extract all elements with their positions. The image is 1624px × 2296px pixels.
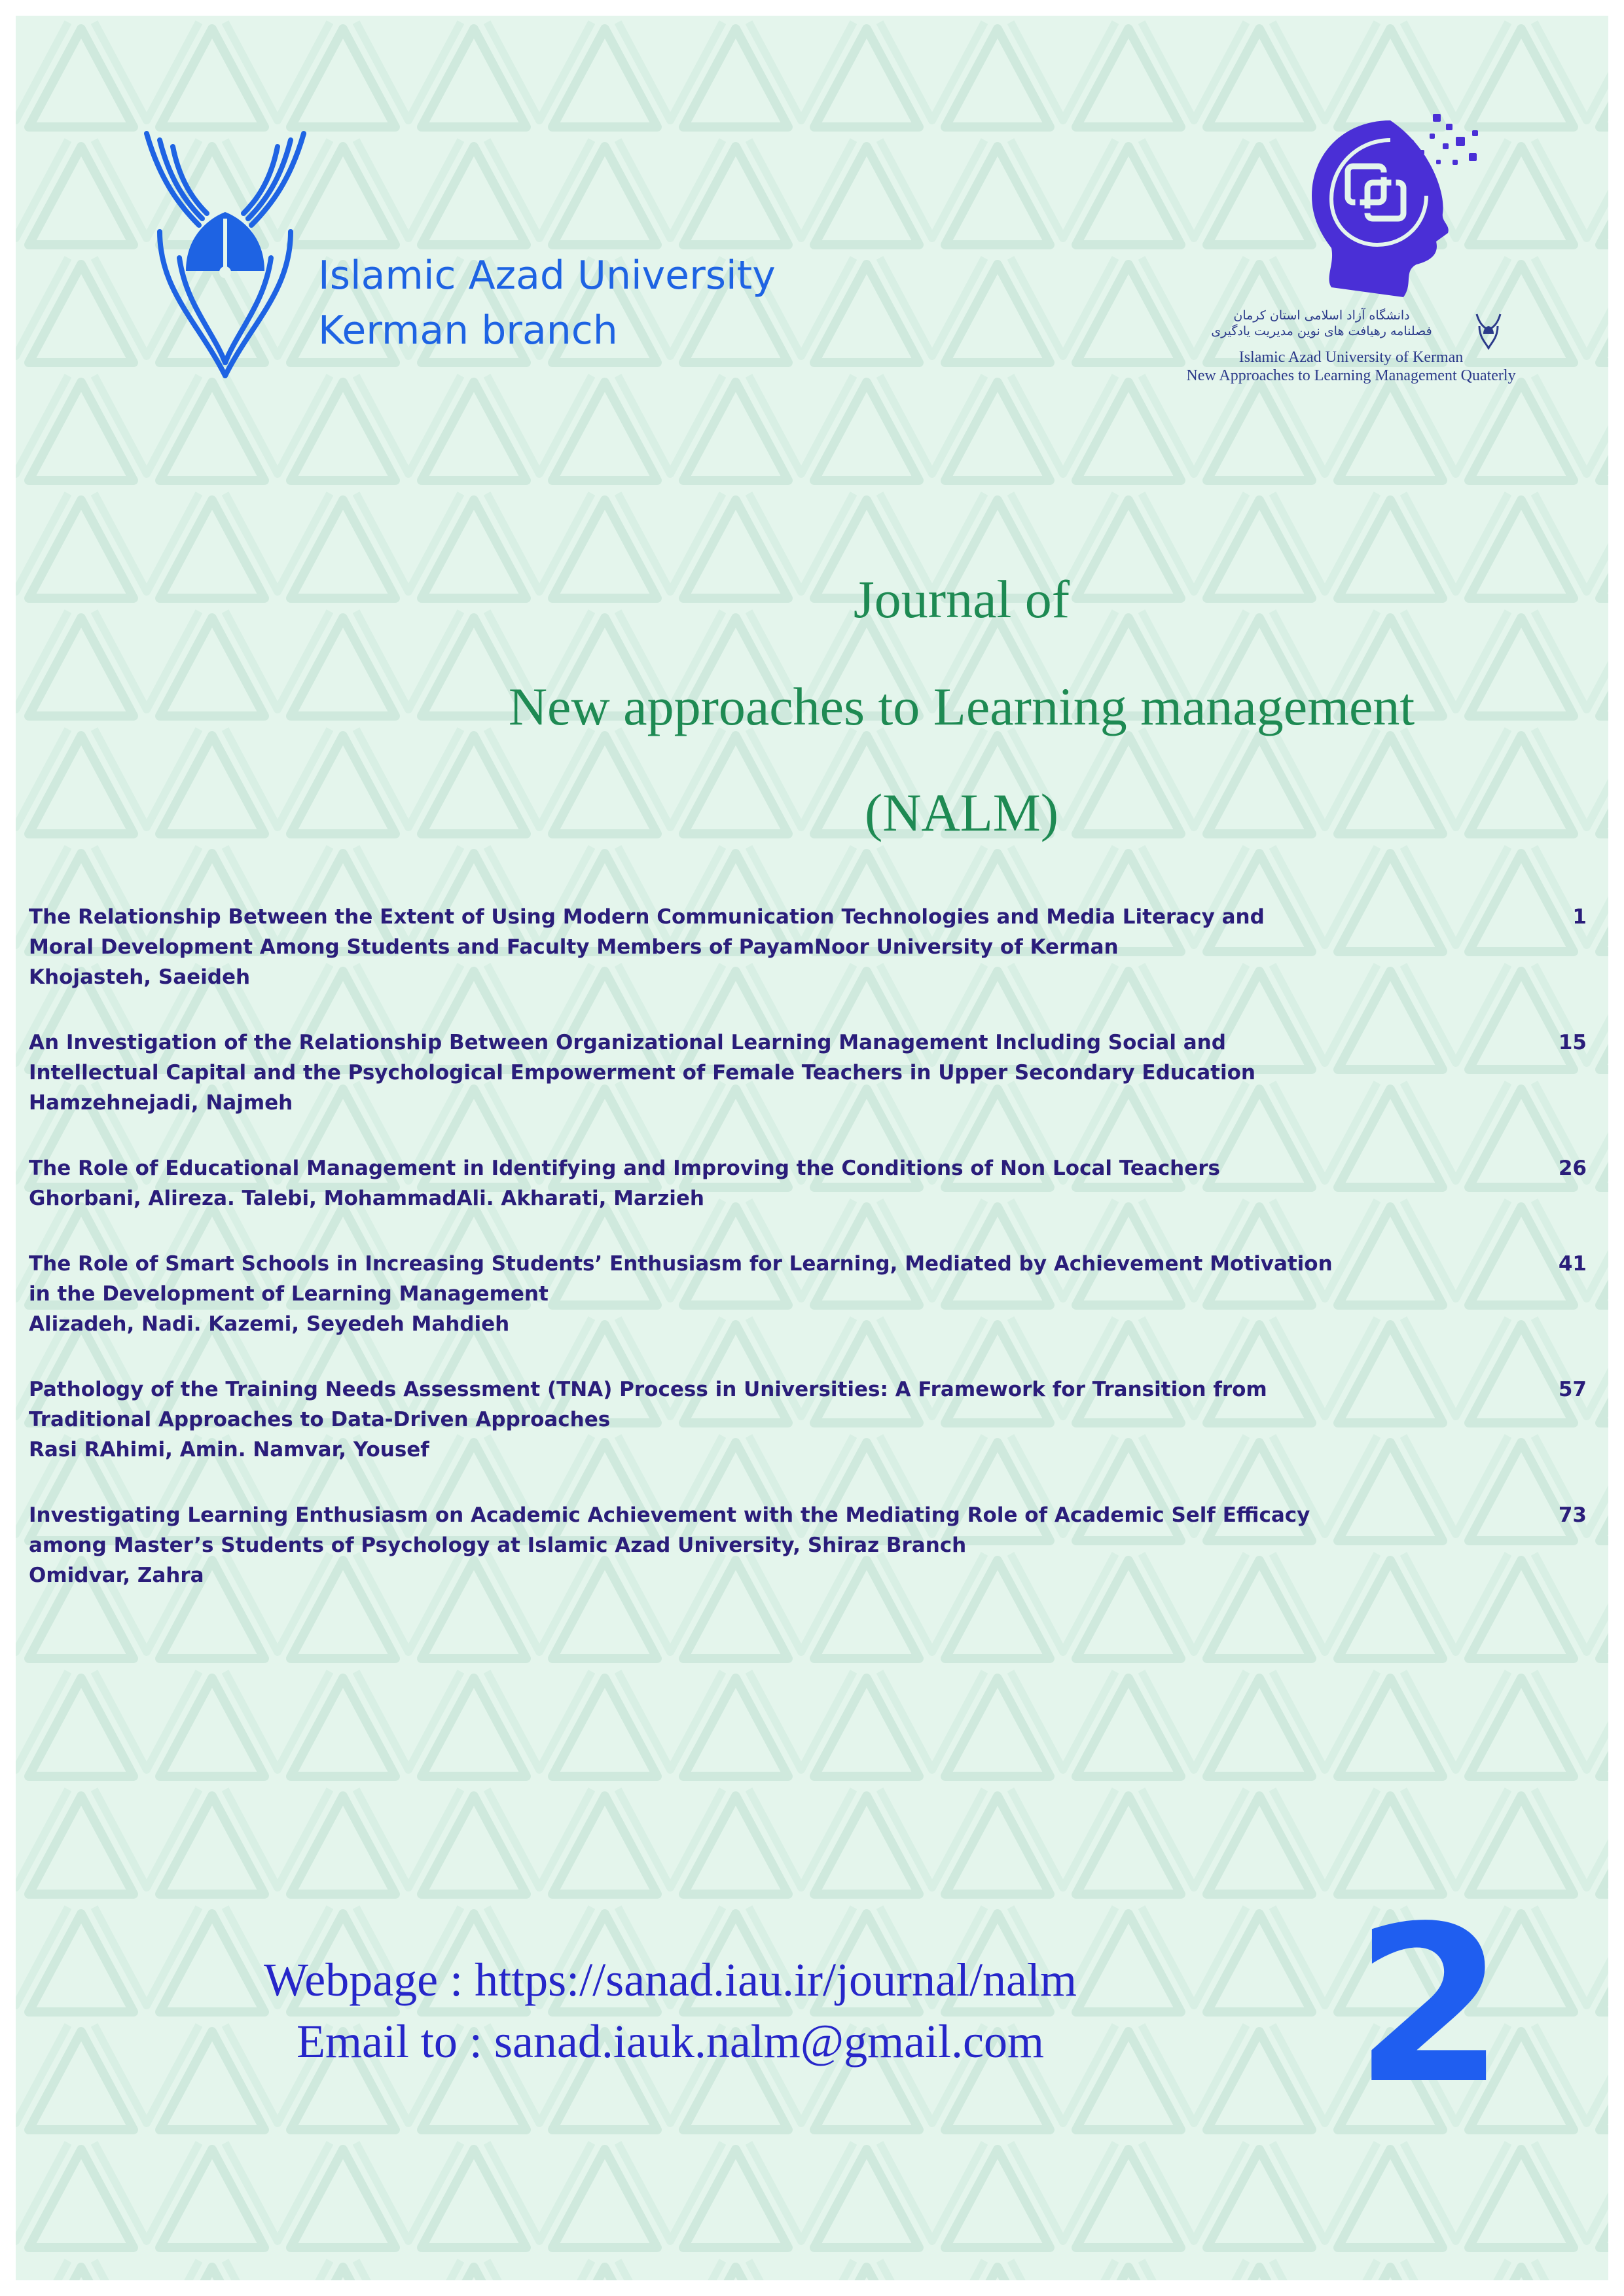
toc-page-number: 57 xyxy=(1558,1378,1587,1401)
toc-entry[interactable] xyxy=(29,1028,1587,1118)
toc-entry[interactable] xyxy=(29,902,1587,992)
toc-article-title: among Master’s Students of Psychology at Islamic Azad University, Shiraz Branch xyxy=(29,1534,967,1557)
toc-authors: Khojasteh, Saeideh xyxy=(29,965,251,989)
toc-page-number: 26 xyxy=(1558,1157,1587,1180)
toc-page-number: 1 xyxy=(1572,905,1587,929)
journal-logo-fa-line1: دانشگاه آزاد اسلامی استان کرمان xyxy=(1233,308,1410,323)
toc-entry[interactable] xyxy=(29,1249,1587,1339)
nalm-head-logo-icon xyxy=(1279,88,1495,317)
toc-article-title: Investigating Learning Enthusiasm on Academic Achievement with the Mediating Role of Academic Self Efficacy xyxy=(29,1503,1310,1527)
issue-number: 2 xyxy=(1354,1880,1505,2131)
toc-page-number: 15 xyxy=(1558,1031,1587,1054)
email-link[interactable]: Email to : sanad.iauk.nalm@gmail.com xyxy=(296,2015,1045,2068)
journal-title-line2: New approaches to Learning management xyxy=(508,677,1415,736)
toc-entry[interactable] xyxy=(29,1153,1587,1213)
toc-authors: Alizadeh, Nadi. Kazemi, Seyedeh Mahdieh xyxy=(29,1312,510,1336)
small-iau-seal-icon xyxy=(1474,312,1503,350)
toc-page-number: 73 xyxy=(1558,1503,1587,1527)
toc-entry[interactable] xyxy=(29,1374,1587,1465)
journal-logo-en-line2: New Approaches to Learning Management Quaterly xyxy=(1186,367,1516,384)
journal-logo-fa-line2: فصلنامه رهیافت های نوین مدیریت یادگیری xyxy=(1211,324,1432,338)
toc-article-title: An Investigation of the Relationship Between Organizational Learning Management Including Social and xyxy=(29,1031,1226,1054)
table-of-contents xyxy=(29,902,1587,1626)
toc-article-title: Moral Development Among Students and Faculty Members of PayamNoor University of Kerman xyxy=(29,935,1119,959)
university-name-line2: Kerman branch xyxy=(318,308,618,353)
journal-logo-en-line1: Islamic Azad University of Kerman xyxy=(1238,349,1464,366)
webpage-link[interactable]: Webpage : https://sanad.iau.ir/journal/nalm xyxy=(264,1954,1077,2006)
toc-page-number: 41 xyxy=(1558,1252,1587,1276)
toc-article-title: Intellectual Capital and the Psychological Empowerment of Female Teachers in Upper Secondary Education xyxy=(29,1061,1255,1085)
toc-article-title: Pathology of the Training Needs Assessment (TNA) Process in Universities: A Framework for Transition from xyxy=(29,1378,1267,1401)
toc-entry[interactable] xyxy=(29,1500,1587,1590)
toc-authors: Rasi RAhimi, Amin. Namvar, Yousef xyxy=(29,1438,429,1462)
journal-logo-persian-caption xyxy=(1174,308,1469,339)
iau-emblem-icon xyxy=(134,127,317,382)
toc-article-title: The Role of Educational Management in Identifying and Improving the Conditions of Non Local Teachers xyxy=(29,1157,1220,1180)
toc-authors: Hamzehnejadi, Najmeh xyxy=(29,1091,293,1115)
university-name-line1: Islamic Azad University xyxy=(318,253,776,298)
toc-article-title: The Role of Smart Schools in Increasing Students’ Enthusiasm for Learning, Mediated by Achievement Motivation xyxy=(29,1252,1333,1276)
toc-authors: Omidvar, Zahra xyxy=(29,1564,204,1587)
university-name xyxy=(318,248,776,358)
journal-logo-english-caption xyxy=(1181,348,1521,385)
toc-article-title: Traditional Approaches to Data-Driven Approaches xyxy=(29,1408,611,1431)
journal-cover xyxy=(16,16,1608,2280)
toc-article-title: in the Development of Learning Management xyxy=(29,1282,549,1306)
toc-article-title: The Relationship Between the Extent of Using Modern Communication Technologies and Media Literacy and xyxy=(29,905,1265,929)
toc-authors: Ghorbani, Alireza. Talebi, MohammadAli. Akharati, Marzieh xyxy=(29,1187,704,1210)
journal-title-line3: (NALM) xyxy=(864,783,1059,842)
journal-title-line1: Journal of xyxy=(853,569,1070,629)
